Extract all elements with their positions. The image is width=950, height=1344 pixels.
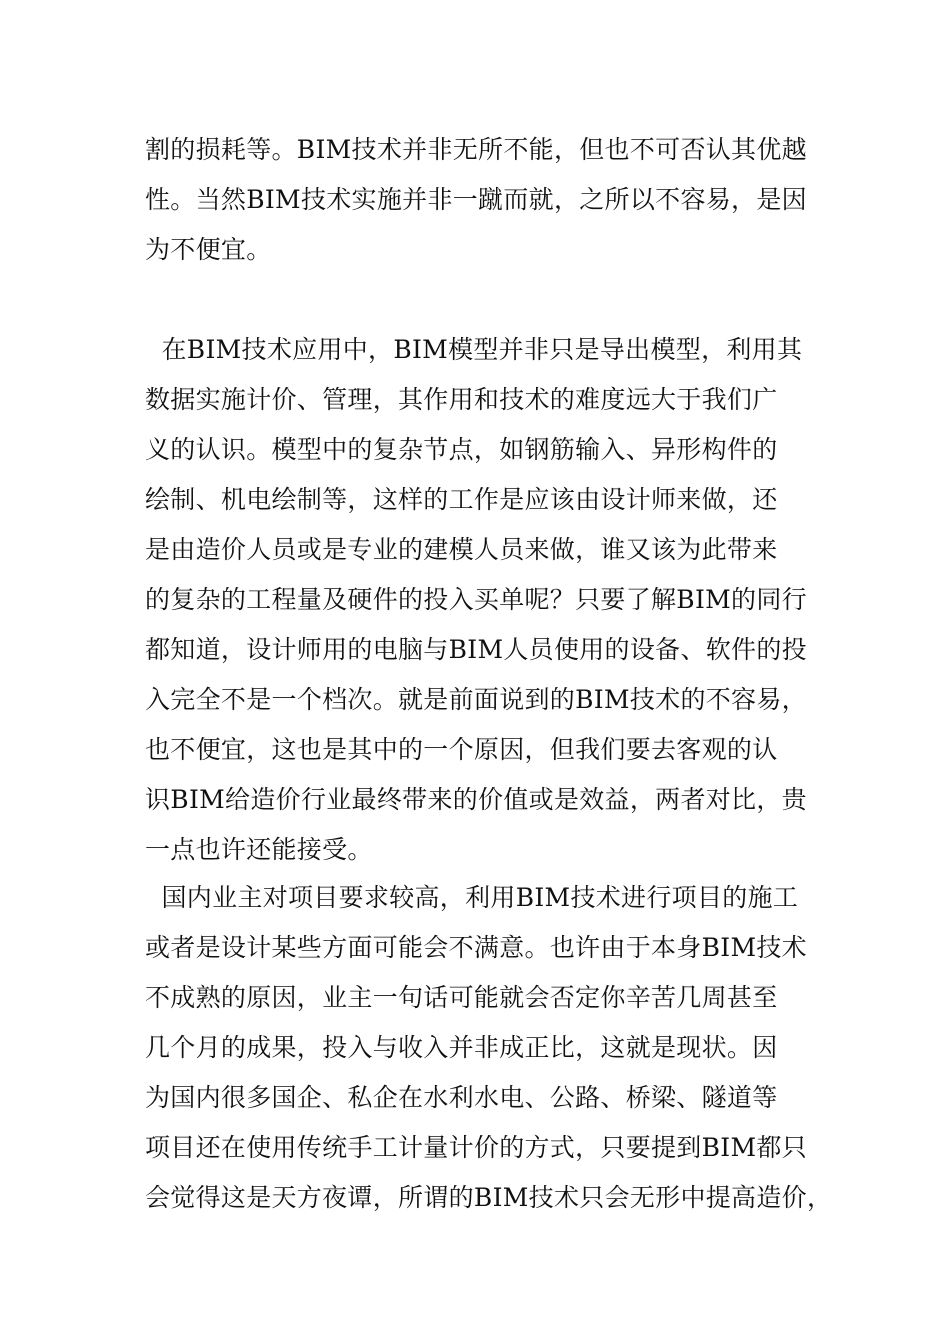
text-line: 一点也许还能接受。	[145, 835, 373, 864]
text-line: 识BIM给造价行业最终带来的价值或是效益，两者对比，贵	[145, 785, 807, 814]
text-line: 会觉得这是天方夜谭，所谓的BIM技术只会无形中提高造价，	[145, 1183, 833, 1212]
text-line: 性。当然BIM技术实施并非一蹴而就，之所以不容易，是因	[145, 185, 807, 214]
text-line: 绘制、机电绘制等，这样的工作是应该由设计师来做，还	[145, 485, 778, 514]
text-line: 国内业主对项目要求较高，利用BIM技术进行项目的施工	[145, 883, 799, 912]
text-line: 几个月的成果，投入与收入并非成正比，这就是现状。因	[145, 1033, 778, 1062]
text-line: 割的损耗等。BIM技术并非无所不能，但也不可否认其优越	[145, 135, 807, 164]
text-line: 不成熟的原因，业主一句话可能就会否定你辛苦几周甚至	[145, 983, 778, 1012]
text-line: 义的认识。模型中的复杂节点，如钢筋输入、异形构件的	[145, 435, 778, 464]
text-line: 也不便宜，这也是其中的一个原因，但我们要去客观的认	[145, 735, 778, 764]
text-line: 的复杂的工程量及硬件的投入买单呢？只要了解BIM的同行	[145, 585, 807, 614]
text-line: 项目还在使用传统手工计量计价的方式，只要提到BIM都只	[145, 1133, 807, 1162]
text-line: 是由造价人员或是专业的建模人员来做，谁又该为此带来	[145, 535, 778, 564]
text-line: 为不便宜。	[145, 235, 272, 264]
text-line: 都知道，设计师用的电脑与BIM人员使用的设备、软件的投	[145, 635, 807, 664]
text-line: 在BIM技术应用中，BIM模型并非只是导出模型，利用其	[145, 335, 803, 364]
text-line: 数据实施计价、管理，其作用和技术的难度远大于我们广	[145, 385, 778, 414]
text-line: 为国内很多国企、私企在水利水电、公路、桥梁、隧道等	[145, 1083, 778, 1112]
text-line: 或者是设计某些方面可能会不满意。也许由于本身BIM技术	[145, 933, 807, 962]
text-line: 入完全不是一个档次。就是前面说到的BIM技术的不容易，	[145, 685, 807, 714]
